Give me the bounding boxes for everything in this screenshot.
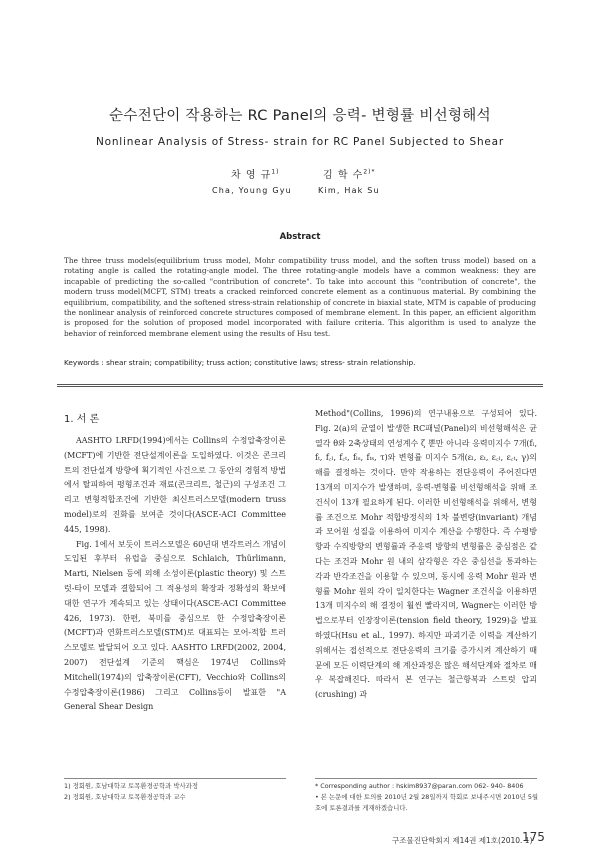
right-column	[315, 407, 537, 703]
divider-top	[57, 384, 543, 385]
author-2-name-english: Kim, Hak Su	[318, 186, 380, 195]
journal-info: 구조물진단학회지 제14권 제1호(2010. 1)	[392, 836, 533, 845]
paragraph: Fig. 1에서 보듯이 트러스모델은 60년대 변각트러스 개념이 도입된 후부터 유럽을 중심으로 Schlaich, Thürlimann, Marti, Nielsen 등에 의해 소성이론(plastic theory) 및 스트럿-타이 모델과 결합되어 그 적용성의 확장과 정확성의 확보에 대한 연구가 계속되고 있는 상태이다(ASCE-ACI Committee 426, 1973). 한편, 북미를 중심으로 한 수정압축장이론(MCFT)과 연화트러스모델(STM)로 대표되는 모어-적합 트러스모델로 발달되어 오고 있다. AASHTO LRFD(2002, 2004, 2007) 전단설계 기준의 핵심은 1974년 Collins와 Mitchell(1974)의 압축장이론(CFT), Vecchio와 Collins의 수정압축장이론(1986) 그리고 Collins등이 발표한 "A General Shear Design	[64, 539, 286, 712]
author-1-name-english: Cha, Young Gyu	[212, 186, 292, 195]
keywords: Keywords : shear strain; compatibility; truss action; constitutive laws; stress- strain relationship.	[64, 358, 416, 367]
footnote: 1) 정회원, 호남대학교 토목환경공학과 박사과정	[64, 782, 199, 790]
author-2-name-korean: 김 학 수$^{2)*}$	[323, 168, 376, 181]
paper-title-korean: 순수전단이 작용하는 RC Panel의 응력- 변형률 비선형해석	[109, 108, 491, 124]
paragraph: Method"(Collins, 1996)의 연구내용으로 구성되어 있다. Fig. 2(a)의 균열이 발생한 RC패널(Panel)의 비선형해석은 균열각 θ와 2축상태의 연성계수 ζ 뿐만 아니라 응력미지수 7개(fₗ, fₜ, f꜀ₗ, f꜀ₜ, fₗₛ, fₜₛ, τ)와 변형률 미지수 5개(εₗ, εₜ, ε꜀ₗ, ε꜀ₜ, γ)의 해를 결정하는 것이다. 만약 작용하는 전단응력이 주어진다면 13개의 미지수가 발생하며, 응력-변형률 비선형해석을 위해 조건식이 13개 필요하게 된다. 이러한 비선형해석을 위해서, 변형률 조건으로 Mohr 적합방정식의 1차 불변량(invariant) 개념과 모어원 성질을 이용하여 미지수 계산을 수행한다. 즉 수평방향과 수직방향의 변형률과 주응력 방향의 변형률은 중심점은 같다는 조건과 Mohr 원 내의 삼각형은 각은 중심선을 통과하는 각과 반각조건을 이용할 수 있으며, 동시에 응력 Mohr 원과 변형률 Mohr 원의 각이 일치한다는 Wagner 조건식을 이용하면 13개 미지수의 해 결정이 훨씬 빨라지며, Wagner는 이러한 방법으로부터 인장장이론(tension field theory, 1929)을 발표하였다(Hsu et al., 1997). 하지만 파괴기준 이력을 계산하기 위해서는 접선적으로 전단응력의 크기를 증가시켜 계산하기 때문에 모든 이력단계의 해 계산과정은 많은 해석단계와 절차로 매우 복잡해진다. 따라서 본 연구는 철근항복과 스트럿 압괴(crushing) 과	[315, 409, 537, 700]
left-column	[64, 434, 286, 715]
footnote-divider-right	[315, 778, 537, 779]
footnotes-left	[64, 781, 286, 803]
author-1-name-korean: 차 영 규$^{1)}$	[231, 168, 280, 181]
paragraph: AASHTO LRFD(1994)에서는 Collins의 수정압축장이론(MCFT)에 기반한 전단설계이론을 도입하였다. 이것은 콘크리트의 전단설계 방향에 획기적인 사건으로 그 동안의 경험적 방법에서 탈피하여 평형조건과 재료(콘크리트, 철근)의 구성조건 그리고 변형적합조건에 기반한 최신트러스모델(modern truss model)로의 진화를 보여준 것이다(ASCE-ACI Committee 445, 1998).	[64, 436, 286, 534]
footnote-divider-left	[64, 778, 286, 779]
corresponding-author-note: * Corresponding author : hskim8937@paran.com 062- 940- 8406	[315, 782, 524, 790]
footnotes-right	[315, 781, 540, 814]
paper-title-english: Nonlinear Analysis of Stress- strain for RC Panel Subjected to Shear	[95, 136, 505, 148]
section-heading: 1. 서 론	[64, 414, 100, 425]
divider-bottom	[57, 386, 543, 387]
footnote: 2) 정회원, 호남대학교 토목환경공학과 교수	[64, 793, 186, 801]
abstract-body: The three truss models(equilibrium truss model, Mohr compatibility truss model, and the soften truss model) based on a rotating angle is called the rotating-angle model. The three rotating-angle models have a common weakness: they are incapable of predicting the so-called "contribution of concrete". To take into account this "contribution of concrete", the modern truss model(MCFT, STM) treats a cracked reinforced concrete element as a continuous material. By combining the equilibrium, compatibility, and the softened stress-strain relationship of concrete in biaxial state, MTM is capable of producing the nonlinear analysis of reinforced concrete structures composed of membrane element. In this paper, an efficient algorithm is proposed for the solution of proposed model incorporated with failure criteria. This algorithm is used to analyze the behavior of reinforced membrane element using the results of Hsu test.	[64, 256, 536, 338]
page-number: 175	[522, 830, 545, 844]
abstract-heading: Abstract	[279, 232, 321, 242]
discussion-note: • 본 논문에 대한 토의를 2010년 2월 28일까지 학회로 보내주시면 2010년 5월호에 토론결과를 게재하겠습니다.	[315, 793, 539, 812]
